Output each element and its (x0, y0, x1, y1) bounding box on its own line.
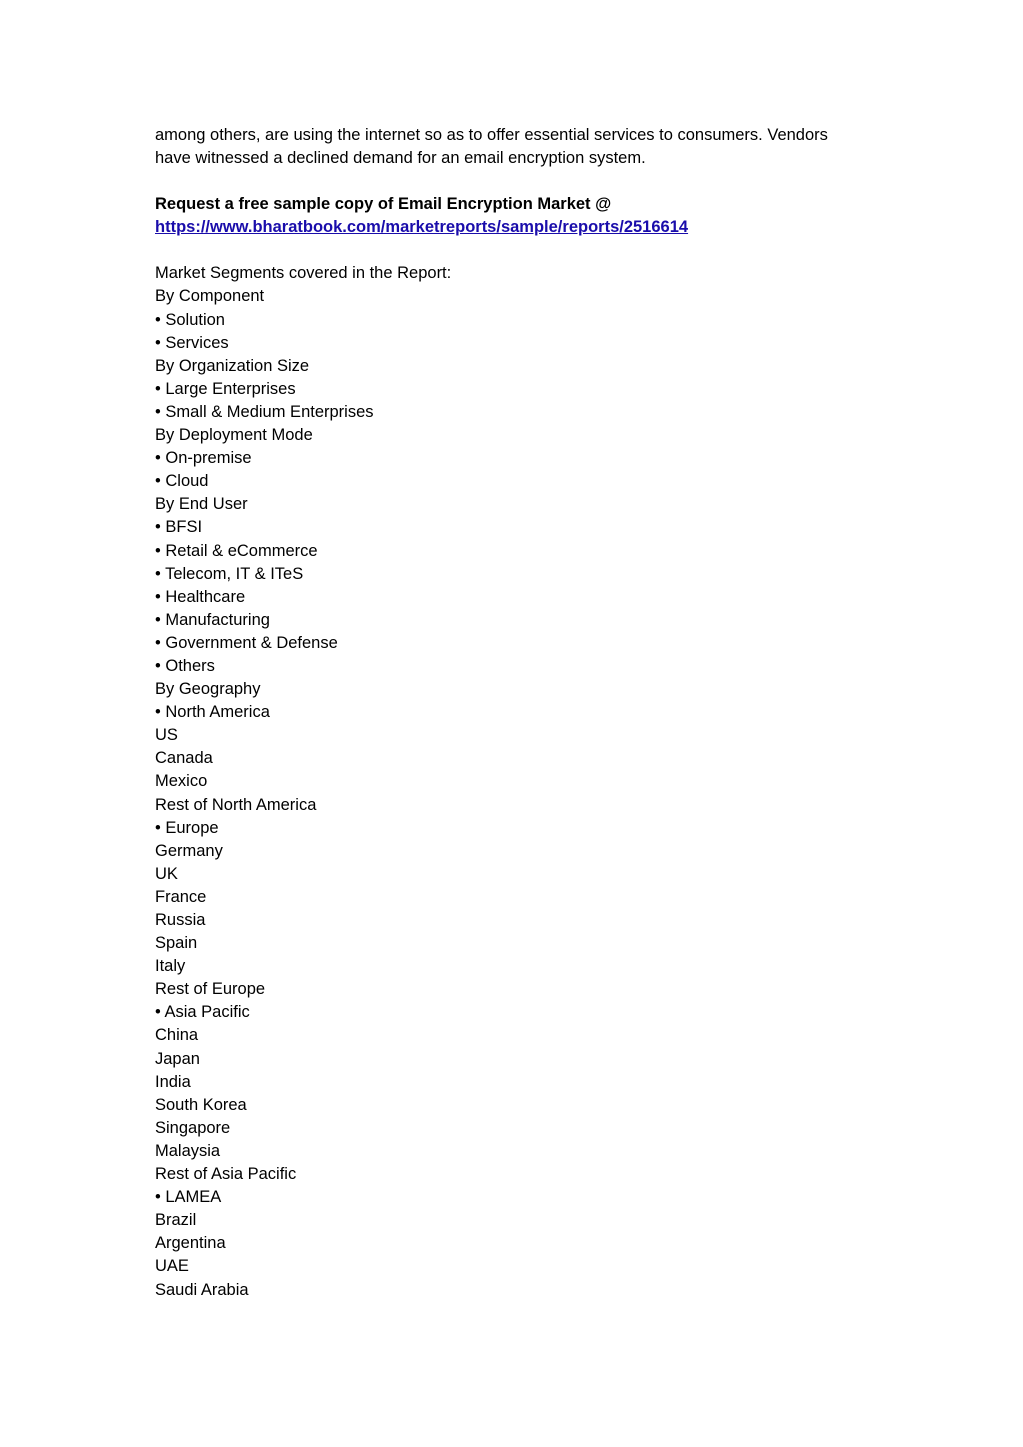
segment-item: Spain (155, 934, 198, 953)
segment-item: • On-premise (155, 449, 252, 468)
segment-item: • BFSI (155, 518, 203, 537)
segment-item: Brazil (155, 1211, 197, 1230)
segment-item: Japan (155, 1049, 200, 1068)
segments-heading: Market Segments covered in the Report: (155, 264, 452, 283)
segment-item: • Retail & eCommerce (155, 541, 318, 560)
segment-item: • Europe (155, 818, 219, 837)
segment-item: Germany (155, 841, 223, 860)
segment-item: • Manufacturing (155, 610, 270, 629)
segment-item: • Others (155, 656, 215, 675)
segment-item: Saudi Arabia (155, 1280, 249, 1299)
segment-item: Italy (155, 957, 186, 976)
segment-item: • Asia Pacific (155, 1003, 250, 1022)
segment-item: South Korea (155, 1095, 247, 1114)
segment-item: India (155, 1072, 191, 1091)
segment-item: • Telecom, IT & ITeS (155, 564, 304, 583)
segment-item: Malaysia (155, 1141, 221, 1160)
market-segments-section (155, 262, 875, 1301)
segment-item: • Solution (155, 310, 225, 329)
segment-item: • North America (155, 703, 270, 722)
document-page (155, 124, 875, 1302)
segment-item: • Small & Medium Enterprises (155, 402, 374, 421)
segment-item: By Geography (155, 680, 261, 699)
segment-item: By Component (155, 287, 265, 306)
sample-request-link[interactable]: https://www.bharatbook.com/marketreports/sample/reports/2516614 (155, 218, 689, 237)
segment-item: By End User (155, 495, 248, 514)
segment-item: Rest of North America (155, 795, 317, 814)
segment-item: Argentina (155, 1234, 226, 1253)
segment-item: Mexico (155, 772, 208, 791)
segment-item: China (155, 1026, 199, 1045)
sample-request-block (155, 193, 875, 239)
segment-item: By Deployment Mode (155, 426, 313, 445)
segment-item: Russia (155, 911, 206, 929)
segment-item: Rest of Asia Pacific (155, 1165, 297, 1184)
segment-item: • Cloud (155, 472, 209, 491)
segment-item: • Services (155, 333, 229, 352)
segments-list (155, 285, 875, 1301)
segment-item: France (155, 887, 207, 906)
segment-item: UK (155, 864, 178, 883)
segment-item: • Large Enterprises (155, 379, 296, 398)
segment-item: US (155, 726, 178, 745)
sample-request-heading: Request a free sample copy of Email Encryption Market @ (155, 195, 612, 214)
spacer (155, 239, 875, 262)
intro-line-1: among others, are using the internet so as to offer essential services to consumers. Vendors (155, 126, 828, 144)
intro-paragraph (155, 124, 875, 170)
segment-item: • Government & Defense (155, 633, 338, 652)
spacer (155, 170, 875, 193)
segment-item: • LAMEA (155, 1188, 222, 1207)
segment-item: By Organization Size (155, 356, 310, 375)
intro-line-2: have witnessed a declined demand for an email encryption system. (155, 149, 646, 168)
segment-item: Rest of Europe (155, 980, 266, 999)
segment-item: • Healthcare (155, 587, 246, 606)
segment-item: UAE (155, 1257, 189, 1276)
segment-item: Canada (155, 749, 213, 768)
segment-item: Singapore (155, 1118, 231, 1137)
